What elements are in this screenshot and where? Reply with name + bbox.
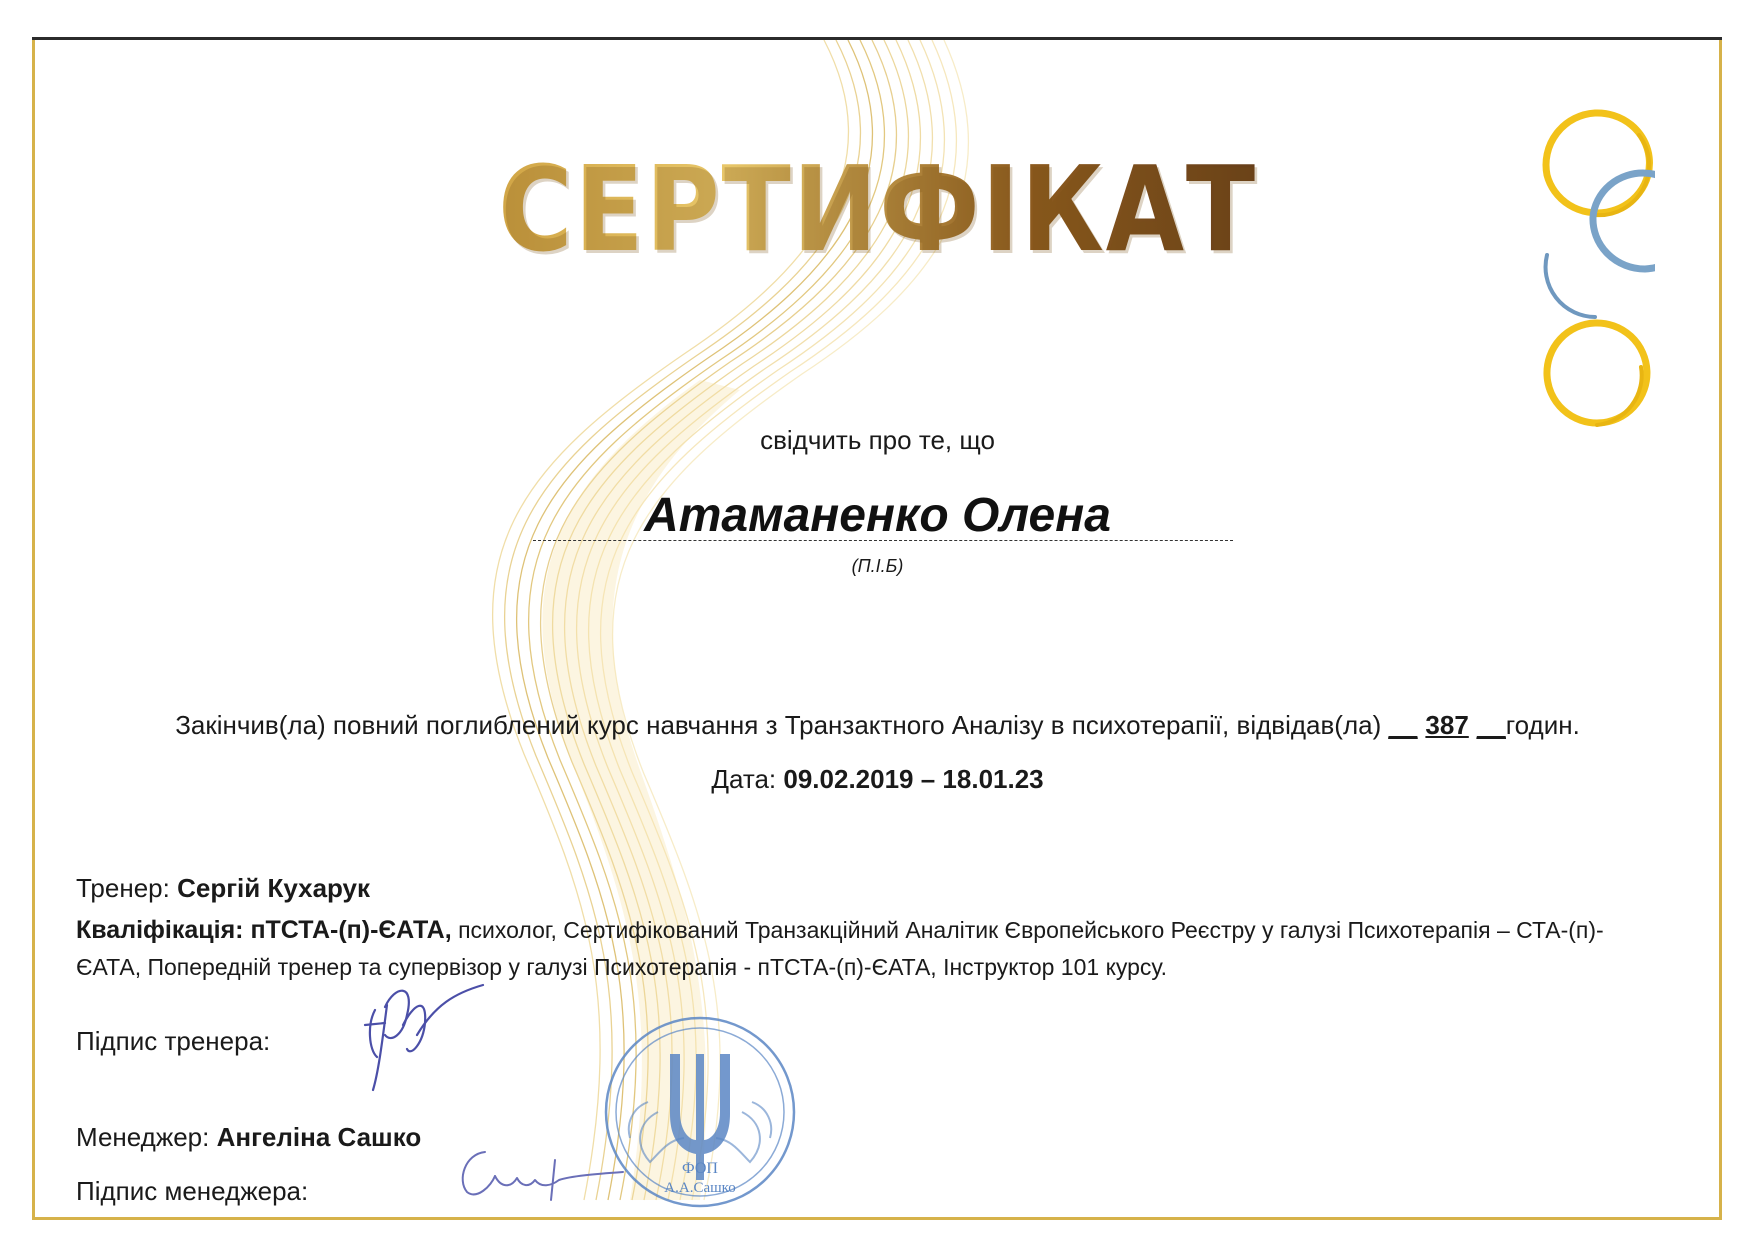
hours-trail-underscore: __ <box>1476 710 1506 740</box>
course-text: Закінчив(ла) повний поглиблений курс навчання з Транзактного Аналізу в психотерапії, відвідав(ла) <box>175 710 1382 740</box>
name-underline <box>533 540 1233 541</box>
trainer-signature-label: Підпис тренера: <box>76 1026 271 1056</box>
manager-line <box>76 1122 421 1153</box>
certifies-text: свідчить про те, що <box>760 425 995 455</box>
seal-text-line1: ФОП <box>682 1160 718 1177</box>
date-line <box>0 764 1755 795</box>
seal-text-line2: А.А.Сашко <box>664 1180 736 1196</box>
certificate-title: СЕРТИФІКАТ <box>123 150 1632 268</box>
recipient-name: Атаманенко Олена <box>644 489 1111 542</box>
trainer-line <box>76 873 370 904</box>
date-label: Дата: <box>711 764 777 794</box>
qualification-label: Кваліфікація: пТСТА-(п)-ЄАТА, <box>76 916 452 944</box>
trainer-name: Сергій Кухарук <box>177 873 371 903</box>
name-caption: (П.І.Б) <box>851 556 904 576</box>
manager-name: Ангеліна Сашко <box>216 1122 422 1152</box>
qualification-block <box>76 912 1636 986</box>
course-statement <box>0 710 1755 741</box>
manager-label: Менеджер: <box>76 1122 210 1152</box>
hours-value: 387 <box>1425 710 1469 740</box>
border-top-accent <box>32 37 1722 40</box>
qualification-text: психолог, Сертифікований Транзакційний Аналітик Європейського Реєстру у галузі Психотерапія – СТА-(п)-ЄАТА, Попередній тренер та супервізор у галузі Психотерапія - пТСТА-(п)-ЄАТА, Інструктор 101 курсу. <box>76 917 1604 980</box>
trainer-label: Тренер: <box>76 873 170 903</box>
hours-lead-underscore: __ <box>1388 710 1418 740</box>
hours-unit: годин. <box>1505 710 1580 740</box>
manager-signature-label: Підпис менеджера: <box>76 1176 309 1206</box>
date-value: 09.02.2019 – 18.01.23 <box>783 764 1044 794</box>
trainer-signature <box>355 965 485 1095</box>
